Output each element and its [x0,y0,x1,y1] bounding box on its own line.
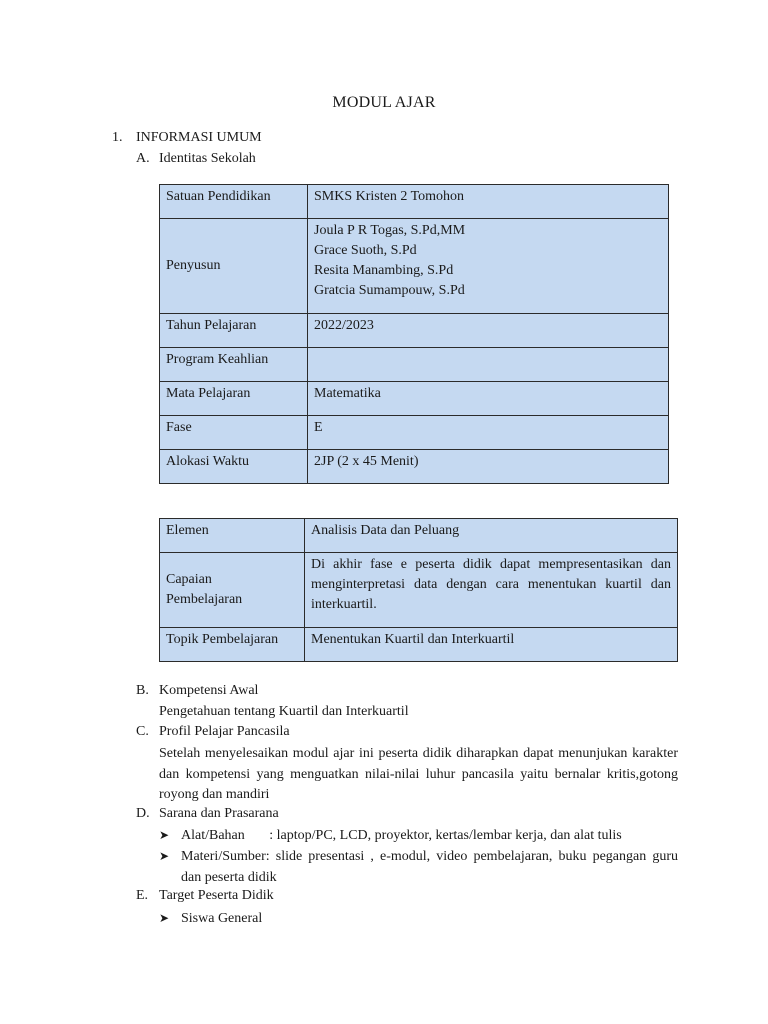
list-item: Materi/Sumber: slide presentasi , e-modul, video pembelajaran, buku pegangan guru dan peserta didik [181,849,678,885]
list-item: Siswa General [181,911,263,926]
table-row [160,416,669,450]
subsection-letter-a: A. [136,151,150,166]
table-value-cell [308,348,669,382]
section-heading: INFORMASI UMUM [136,130,262,145]
table-value-cell [308,219,669,314]
table-value-cell: SMKS Kristen 2 Tomohon [308,185,669,219]
table-value-cell: Analisis Data dan Peluang [305,519,678,553]
table-row [160,382,669,416]
subsection-label-e: Target Peserta Didik [159,888,274,903]
table-value-cell: Di akhir fase e peserta didik dapat mempresentasikan dan menginterpretasi data dengan cara menentukan kuartil dan interkuartil. [305,553,678,628]
table-label-cell: Elemen [160,519,305,553]
author-line: Resita Manambing, S.Pd [314,263,454,278]
subsection-label-b: Kompetensi Awal [159,683,259,698]
capaian-label: Capaian Pembelajaran [166,572,243,607]
table-label-cell: Mata Pelajaran [160,382,308,416]
table-label-cell [160,553,305,628]
table-row [160,553,678,628]
table-value-cell: Menentukan Kuartil dan Interkuartil [305,628,678,662]
subsection-text-b: Pengetahuan tentang Kuartil dan Interkuartil [159,704,409,719]
table-label-cell: Program Keahlian [160,348,308,382]
subsection-letter-d: D. [136,806,150,821]
list-item: Alat/Bahan : laptop/PC, LCD, proyektor, kertas/lembar kerja, dan alat tulis [181,828,622,843]
table-value-cell: 2022/2023 [308,314,669,348]
table-row [160,450,669,484]
document-title: MODUL AJAR [332,94,436,111]
table-label-cell: Topik Pembelajaran [160,628,305,662]
subsection-label-d: Sarana dan Prasarana [159,806,279,821]
identity-table [159,184,669,484]
table-value-cell: Matematika [308,382,669,416]
table-row [160,348,669,382]
subsection-text-c: Setelah menyelesaikan modul ajar ini peserta didik diharapkan dapat menunjukan karakter dan kompetensi yang menguatkan nilai-nilai luhur pancasila yaitu bernalar kritis,gotong royong dan mandiri [159,746,678,802]
subsection-letter-c: C. [136,724,149,739]
subsection-letter-b: B. [136,683,149,698]
table-row [160,219,669,314]
section-number: 1. [112,130,123,145]
table-label-cell: Tahun Pelajaran [160,314,308,348]
arrowhead-bullet-icon: ➤ [159,828,170,842]
table-label-cell: Satuan Pendidikan [160,185,308,219]
author-line: Gratcia Sumampouw, S.Pd [314,283,465,298]
table-row [160,519,678,553]
table-row [160,314,669,348]
subsection-label-a: Identitas Sekolah [159,151,256,166]
table-row [160,628,678,662]
table-value-cell: 2JP (2 x 45 Menit) [308,450,669,484]
table-row [160,185,669,219]
table-label-cell: Alokasi Waktu [160,450,308,484]
author-line: Joula P R Togas, S.Pd,MM [314,223,466,238]
learning-outcome-table [159,518,678,662]
subsection-label-c: Profil Pelajar Pancasila [159,724,290,739]
author-line: Grace Suoth, S.Pd [314,243,417,258]
table-label-cell: Fase [160,416,308,450]
table-label-cell: Penyusun [160,219,308,314]
arrowhead-bullet-icon: ➤ [159,911,170,925]
subsection-letter-e: E. [136,888,149,903]
arrowhead-bullet-icon: ➤ [159,849,170,863]
table-value-cell: E [308,416,669,450]
